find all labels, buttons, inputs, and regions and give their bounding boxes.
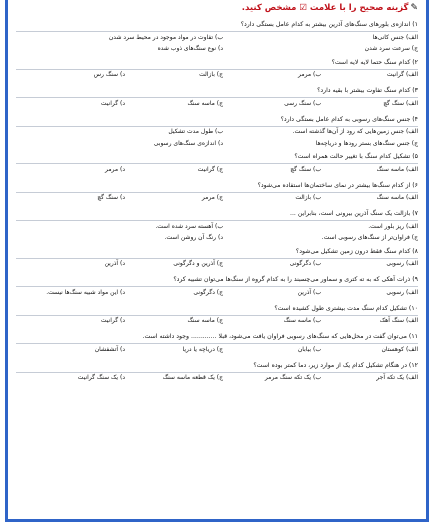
question-8-options-row	[16, 258, 418, 270]
question-7-text: ۷) بازالت یک سنگ آذرین بیرونی است، بنابراین ...	[16, 208, 418, 221]
question-9-option-2[interactable]: ب) آذرین	[297, 288, 321, 296]
question-10-options-row	[16, 315, 418, 327]
question-12-option-2[interactable]: ب) یک تکه سنگ مرمر	[264, 374, 321, 381]
question-3-option-4[interactable]: د) گرانیت	[100, 99, 125, 107]
question-6-option-3[interactable]: ج) مرمر	[201, 194, 223, 201]
instruction-header	[16, 3, 418, 16]
question-3-options-row	[16, 98, 418, 110]
question-10-option-3[interactable]: ج) ماسه سنگ	[187, 317, 223, 324]
question-6-option-1[interactable]: الف) ماسه سنگ	[376, 194, 418, 201]
question-5-option-4[interactable]: د) مرمر	[105, 165, 125, 173]
question-1-options-row	[16, 32, 418, 44]
question-1-option-2[interactable]: ب) تفاوت در مواد موجود در محیط سرد شدن	[108, 33, 223, 41]
question-9-option-4[interactable]: د) این مواد شبیه سنگ‌ها نیست.	[46, 288, 125, 296]
question-9-option-1[interactable]: الف) رسوبی	[386, 288, 418, 296]
exam-sheet	[5, 0, 429, 522]
question-5-options-row	[16, 164, 418, 176]
question-4-text: ۴) جنس سنگ‌های رسوبی به کدام عامل بستگی دارد؟	[16, 114, 418, 127]
question-11-option-2[interactable]: ب) بیابان	[297, 345, 321, 353]
question-11-options-row	[16, 344, 418, 356]
question-1-text: ۱) اندازه‌ی بلورهای سنگ‌های آذرین بیشتر به کدام عامل بستگی دارد؟	[16, 19, 418, 32]
question-4-option-3[interactable]: ج) جنس سنگ‌های بستر رودها و دریاچه‌ها	[315, 139, 418, 147]
question-4-options-row	[16, 138, 418, 150]
question-3-option-2[interactable]: ب) سنگ رسی	[284, 99, 321, 107]
question-4-option-2[interactable]: ب) طول مدت تشکیل	[168, 128, 223, 135]
question-6-option-4[interactable]: د) سنگ گچ	[97, 194, 125, 201]
question-6-text: ۶) از کدام سنگ‌ها بیشتر در نمای ساختمان‌ها استفاده می‌شود؟	[16, 180, 418, 193]
question-10-option-4[interactable]: د) گرانیت	[100, 317, 125, 324]
question-7-option-4[interactable]: د) رنگ آن روشن است.	[164, 234, 223, 241]
question-12-option-3[interactable]: ج) یک قطعه ماسه سنگ	[162, 374, 223, 381]
question-2-options-row	[16, 69, 418, 81]
question-11-text: ۱۱) می‌توان گفت در محل‌هایی که سنگ‌های رسوبی فراوان یافت می‌شود، قبلا ............. وجود داشته است.	[16, 331, 418, 344]
question-2-option-2[interactable]: ب) مرمر	[298, 71, 321, 78]
question-3-option-3[interactable]: ج) ماسه سنگ	[187, 99, 223, 107]
question-2-option-3[interactable]: ج) بازالت	[199, 71, 223, 78]
question-3-option-1[interactable]: الف) سنگ گچ	[383, 99, 418, 107]
question-7-option-1[interactable]: الف) ریز بلور است.	[368, 222, 418, 230]
question-8-text: ۸) کدام سنگ فقط درون زمین تشکیل می‌شود؟	[16, 246, 418, 259]
question-8-option-3[interactable]: ج) آذرین و دگرگونی	[173, 260, 223, 267]
question-7-option-2[interactable]: ب) آهسته سرد شده است.	[155, 222, 223, 230]
instruction-text: گزینه صحیح را با علامت ☑ مشخص کنید.	[241, 3, 409, 13]
question-7-options-row	[16, 221, 418, 233]
question-12-option-1[interactable]: الف) یک تکه آجر	[376, 374, 418, 381]
question-2-text: ۲) کدام سنگ حتما لایه لایه است؟	[16, 57, 418, 70]
question-11-option-4[interactable]: د) آتشفشان	[94, 345, 125, 353]
question-8-option-4[interactable]: د) آذرین	[104, 260, 125, 267]
question-1-options-row	[16, 43, 418, 55]
question-2-option-4[interactable]: د) سنگ رس	[93, 71, 125, 78]
question-7-option-3[interactable]: ج) فراوان‌تر از سنگ‌های رسوبی است.	[321, 234, 418, 241]
question-9-options-row	[16, 287, 418, 299]
question-1-option-1[interactable]: الف) جنس کانی‌ها	[372, 33, 418, 41]
question-10-text: ۱۰) تشکیل کدام سنگ مدت بیشتری طول کشیده است؟	[16, 303, 418, 316]
question-11-option-1[interactable]: الف) کوهستان	[381, 345, 418, 353]
question-7-options-row	[16, 232, 418, 244]
question-5-text: ۵) تشکیل کدام سنگ با تغییر حالت همراه است؟	[16, 151, 418, 164]
question-12-options-row	[16, 372, 418, 384]
question-8-option-1[interactable]: الف) رسوبی	[386, 260, 418, 267]
question-5-option-1[interactable]: الف) ماسه سنگ	[376, 165, 418, 173]
question-5-option-2[interactable]: ب) سنگ گچ	[290, 165, 321, 173]
question-9-text: ۹) ذرات آهکی که به ته کتری و سماور می‌چسبند را به کدام گروه از سنگ‌ها می‌توان تشبیه کرد؟	[16, 274, 418, 287]
question-3-text: ۳) کدام سنگ تفاوت بیشتر با بقیه دارد؟	[16, 85, 418, 98]
question-10-option-2[interactable]: ب) ماسه سنگ	[283, 317, 321, 324]
pencil-icon: ✎	[410, 3, 418, 13]
question-8-option-2[interactable]: ب) دگرگونی	[289, 260, 321, 267]
question-12-text: ۱۲) در هنگام تشکیل کدام یک از موارد زیر، دما کمتر بوده است؟	[16, 360, 418, 373]
question-12-option-4[interactable]: د) یک سنگ گرانیت	[77, 374, 125, 381]
question-4-option-4[interactable]: د) اندازه‌ی سنگ‌های رسوبی	[153, 139, 223, 147]
question-1-option-3[interactable]: ج) سرعت سرد شدن	[364, 45, 418, 52]
question-6-option-2[interactable]: ب) بازالت	[295, 194, 321, 201]
question-2-option-1[interactable]: الف) گرانیت	[386, 71, 418, 78]
question-10-option-1[interactable]: الف) سنگ آهک	[379, 317, 418, 324]
question-6-options-row	[16, 192, 418, 204]
question-4-options-row	[16, 126, 418, 138]
question-4-option-1[interactable]: الف) جنس زمین‌هایی که رود از آن‌ها گذشته است.	[292, 128, 418, 135]
question-5-option-3[interactable]: ج) گرانیت	[197, 165, 223, 173]
question-1-option-4[interactable]: د) نوع سنگ‌های ذوب شده	[157, 45, 223, 52]
question-11-option-3[interactable]: ج) دریاچه یا دریا	[182, 345, 223, 353]
question-9-option-3[interactable]: ج) دگرگونی	[193, 288, 223, 296]
